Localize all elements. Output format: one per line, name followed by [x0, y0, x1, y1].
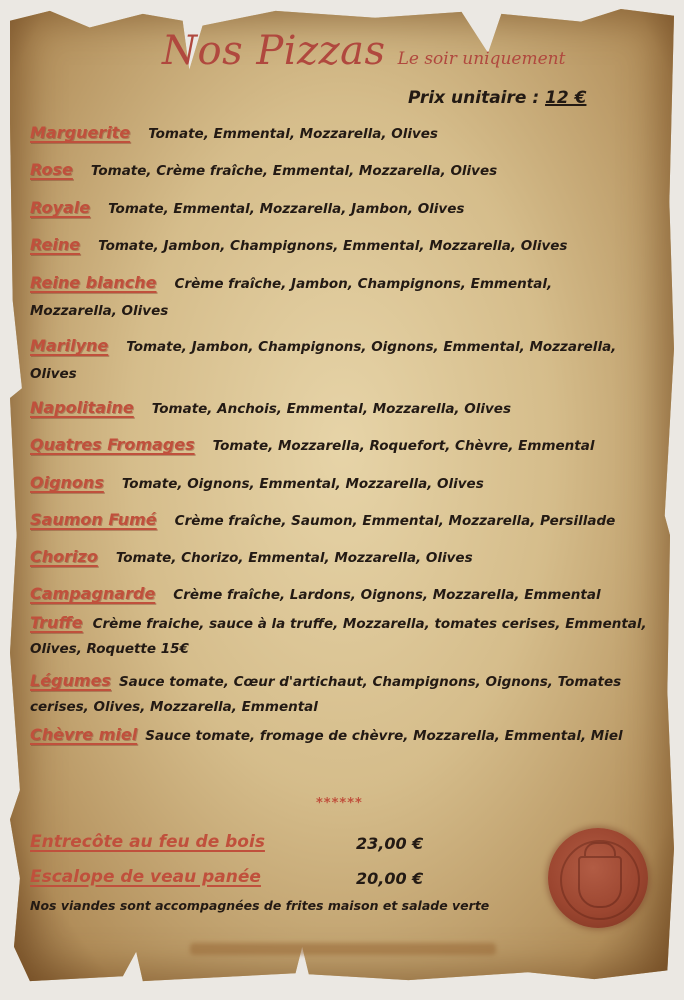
- pizza-ingredients: Tomate, Jambon, Champignons, Emmental, Mozzarella, Olives: [98, 238, 568, 254]
- pizza-item: [30, 270, 590, 324]
- pizza-name: Reine: [30, 235, 81, 254]
- wax-seal-icon: [548, 828, 648, 928]
- pizza-name: Reine blanche: [30, 273, 157, 292]
- pizza-ingredients: Tomate, Emmental, Mozzarella, Jambon, Olives: [108, 201, 465, 217]
- pizza-item: [30, 120, 650, 147]
- pizza-name: Chorizo: [30, 547, 98, 566]
- pizza-name: Rose: [30, 160, 73, 179]
- meat-item: [30, 832, 265, 852]
- crest-emblem-icon: [578, 856, 622, 908]
- pizza-ingredients: Crème fraîche, Jambon, Champignons, Emmental, Mozzarella, Olives: [30, 276, 553, 319]
- pizza-ingredients: Tomate, Anchois, Emmental, Mozzarella, Olives: [151, 401, 511, 417]
- pizza-item: [30, 611, 650, 661]
- meat-name: Escalope de veau panée: [30, 867, 261, 887]
- pizza-item: [30, 395, 650, 422]
- pizza-name: Campagnarde: [30, 584, 156, 603]
- pizza-ingredients: Tomate, Crème fraîche, Emmental, Mozzarella, Olives: [90, 163, 498, 179]
- meat-footnote: Nos viandes sont accompagnées de frites maison et salade verte: [30, 898, 490, 913]
- meat-price: 20,00 €: [356, 869, 424, 888]
- crown-emblem-icon: [584, 842, 616, 856]
- section-separator: ******: [316, 796, 363, 811]
- pizza-item: [30, 544, 650, 571]
- pizza-ingredients: Tomate, Emmental, Mozzarella, Olives: [148, 126, 438, 142]
- pizza-name: Oignons: [30, 473, 104, 492]
- pizza-item: [30, 470, 650, 497]
- pizza-ingredients: Tomate, Oignons, Emmental, Mozzarella, Olives: [121, 476, 484, 492]
- pizza-item: [30, 432, 650, 459]
- pizza-item: [30, 157, 650, 184]
- meat-name: Entrecôte au feu de bois: [30, 832, 265, 852]
- menu-header: [162, 28, 565, 74]
- pizza-name: Marilyne: [30, 336, 109, 355]
- pizza-ingredients: Sauce tomate, fromage de chèvre, Mozzarella, Emmental, Miel: [145, 728, 623, 744]
- pizza-item: [30, 333, 650, 387]
- pizza-item: [30, 195, 650, 222]
- pizza-name: Saumon Fumé: [30, 510, 157, 529]
- pizza-ingredients: Crème fraîche, Saumon, Emmental, Mozzarella, Persillade: [174, 513, 616, 529]
- pizza-ingredients: Crème fraîche, Lardons, Oignons, Mozzarella, Emmental: [173, 587, 601, 603]
- pizza-name: Truffe: [30, 613, 83, 632]
- pizza-name: Légumes: [30, 671, 111, 690]
- pizza-name: Royale: [30, 198, 91, 217]
- pizza-name: Chèvre miel: [30, 725, 138, 744]
- page-subtitle: Le soir uniquement: [397, 49, 566, 69]
- pizza-name: Napolitaine: [30, 398, 134, 417]
- meat-price: 23,00 €: [356, 834, 424, 853]
- faded-text: [190, 943, 496, 955]
- pizza-item: [30, 722, 650, 749]
- pizza-item: [30, 232, 650, 259]
- pizza-item: [30, 507, 650, 534]
- pizza-ingredients: Tomate, Jambon, Champignons, Oignons, Emmental, Mozzarella, Olives: [30, 339, 617, 382]
- pizza-item: [30, 669, 630, 719]
- unit-price-label: Prix unitaire :: [408, 88, 546, 108]
- pizza-ingredients: Tomate, Mozzarella, Roquefort, Chèvre, Emmental: [212, 438, 595, 454]
- pizza-name: Marguerite: [30, 123, 131, 142]
- pizza-item: [30, 581, 650, 608]
- pizza-name: Quatres Fromages: [30, 435, 195, 454]
- unit-price-value: 12 €: [545, 88, 587, 108]
- pizza-ingredients: Tomate, Chorizo, Emmental, Mozzarella, Olives: [115, 550, 473, 566]
- pizza-ingredients: Crème fraiche, sauce à la truffe, Mozzarella, tomates cerises, Emmental, Olives, Roquette 15€: [30, 616, 647, 657]
- pizza-ingredients: Sauce tomate, Cœur d'artichaut, Champignons, Oignons, Tomates cerises, Olives, Mozzarella, Emmental: [30, 674, 622, 715]
- meat-item: [30, 867, 261, 887]
- page-title: Nos Pizzas: [162, 28, 386, 74]
- unit-price: [408, 88, 586, 108]
